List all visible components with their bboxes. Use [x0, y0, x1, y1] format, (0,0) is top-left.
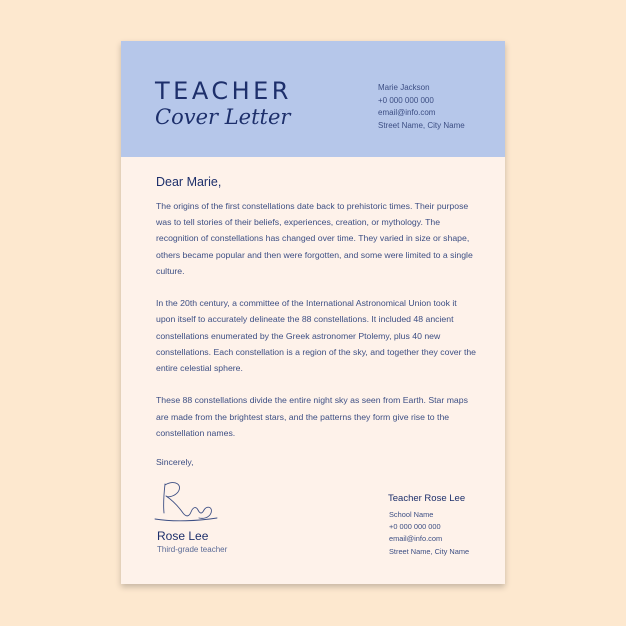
recipient-email: email@info.com — [378, 108, 436, 117]
recipient-name: Marie Jackson — [378, 83, 430, 92]
sender-email: email@info.com — [389, 534, 443, 544]
paragraph: In the 20th century, a committee of the International Astronomical Union took it upon itself to accurately delineate the 88 constellations. It included 48 ancient constellations enumerated by the Greek astronomer Ptolemy, plus 40 new constellations. Each constellation is a region of the sky, and together they cover the entire celestial sphere. — [156, 298, 477, 374]
paragraph: The origins of the first constellations date back to prehistoric times. Their purpose was to tell stories of their beliefs, experiences, creation, or mythology. The recognition of constellations has changed over time. They varied in size or shape, others became popular and then were forgotten, and some were limited to a single culture. — [156, 201, 473, 276]
letter-page — [121, 41, 505, 584]
greeting: Dear Marie, — [156, 175, 222, 189]
document-title: TEACHER — [155, 77, 292, 105]
letter-body — [156, 198, 476, 457]
recipient-contact — [378, 82, 465, 132]
closing: Sincerely, — [156, 457, 194, 467]
paragraph: These 88 constellations divide the entire night sky as seen from Earth. Star maps are made from the brightest stars, and the patterns they form give rise to the constellation names. — [156, 395, 468, 438]
sender-phone: +0 000 000 000 — [389, 522, 441, 532]
signature-role: Third-grade teacher — [157, 545, 228, 554]
document-subtitle: Cover Letter — [155, 105, 291, 129]
letter-header — [121, 41, 505, 157]
signature-name: Rose Lee — [157, 529, 209, 543]
sender-contact — [389, 509, 469, 558]
sender-school: School Name — [389, 510, 434, 519]
signature-image — [153, 479, 219, 525]
recipient-address: Street Name, City Name — [378, 120, 465, 130]
recipient-phone: +0 000 000 000 — [378, 95, 434, 105]
sender-address: Street Name, City Name — [389, 546, 470, 556]
sender-name: Teacher Rose Lee — [388, 493, 466, 504]
